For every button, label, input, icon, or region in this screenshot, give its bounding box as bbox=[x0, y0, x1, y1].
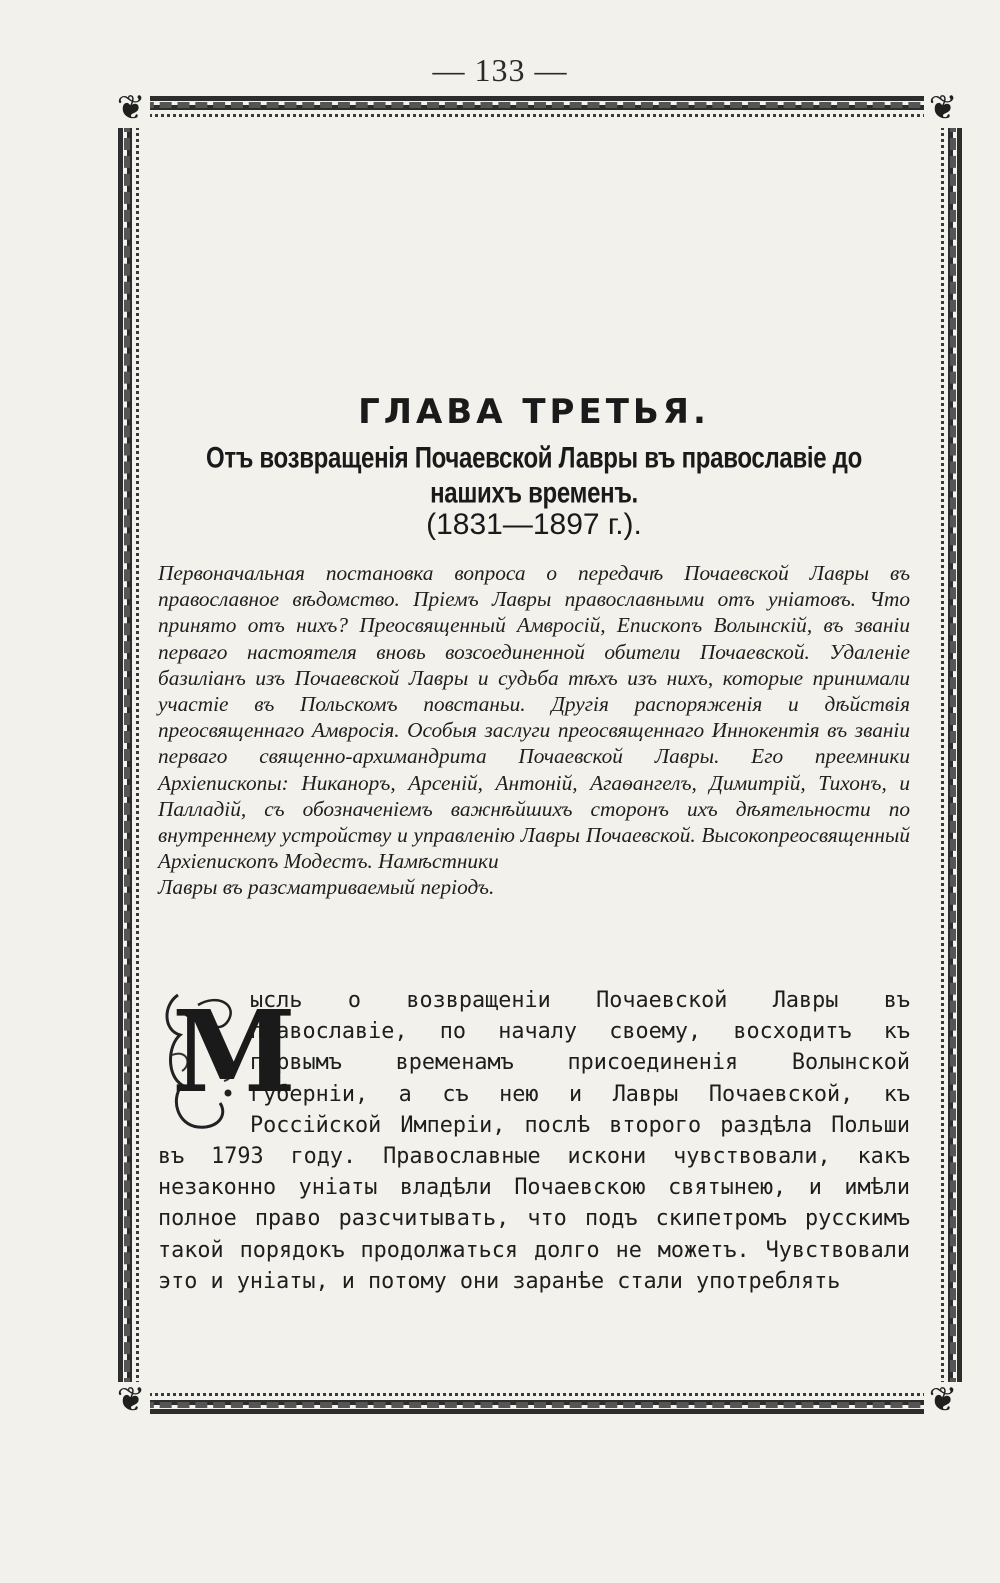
chapter-title: ГЛАВА ТРЕТЬЯ. bbox=[358, 392, 710, 432]
dropcap-ornament bbox=[158, 985, 296, 1135]
body-paragraph-text: ысль о возвращеніи Почаевской Лавры въ православіе, по началу своему, восходитъ къ первымъ временамъ присоединенія Волынской губерніи, а съ нею и Лавры Почаевской, къ Россійской Имперіи, послѣ второго раздѣла Польши въ 1793 году. Православные искони чувствовали, какъ незаконно уніаты владѣли Почаевскою святынею, и имѣли полное право разсчитывать, что подъ скипетромъ русскимъ такой порядокъ продолжаться долго не можетъ. Чувствовали это и уніаты, и потому они заранѣе стали употреблять bbox=[158, 988, 910, 1294]
dropcap-letter: М bbox=[172, 987, 296, 1118]
frame-corner-ornament-icon: ❦ bbox=[924, 90, 962, 128]
chapter-years: (1831—1897 г.). bbox=[426, 508, 642, 541]
page-content bbox=[158, 130, 910, 1390]
chapter-summary bbox=[158, 560, 910, 901]
chapter-subtitle: Отъ возвращенія Почаевской Лавры въ православіе до нашихъ временъ. bbox=[206, 441, 862, 510]
chapter-summary-text: Первоначальная постановка вопроса о передачѣ Почаевской Лавры въ православное вѣдомство. Пріемъ Лавры православными отъ уніатовъ. Что принято отъ нихъ? Преосвященный Амвросій, Епископъ Волынскій, въ званіи перваго настоятеля вновь возсоединенной обители Почаевской. Удаленіе базиліанъ изъ Почаевской Лавры и судьба тѣхъ изъ нихъ, которые принимали участіе въ Польскомъ повстаньи. Другія распоряженія и дѣйствія преосвященнаго Амвросія. Особыя заслуги преосвященнаго Иннокентія въ званіи перваго священно-архимандрита Почаевской Лавры. Его преемники Архіепископы: Никаноръ, Арсеній, Антоній, Агаѳангелъ, Димитрій, Тихонъ, и Палладій, съ обозначеніемъ важнѣйшихъ сторонъ ихъ дѣятельности по внутреннему устройству и управленію Лавры Почаевской. Высокопреосвященный Архіепископъ Модестъ. Намѣстники bbox=[158, 561, 910, 874]
frame-corner-ornament-icon: ❦ bbox=[112, 1382, 150, 1420]
chapter-summary-last-line: Лавры въ разсматриваемый періодъ. bbox=[158, 875, 495, 900]
frame-corner-ornament-icon: ❦ bbox=[924, 1382, 962, 1420]
body-paragraph bbox=[158, 985, 910, 1297]
page-number: — 133 — bbox=[432, 52, 568, 88]
frame-corner-ornament-icon: ❦ bbox=[112, 90, 150, 128]
